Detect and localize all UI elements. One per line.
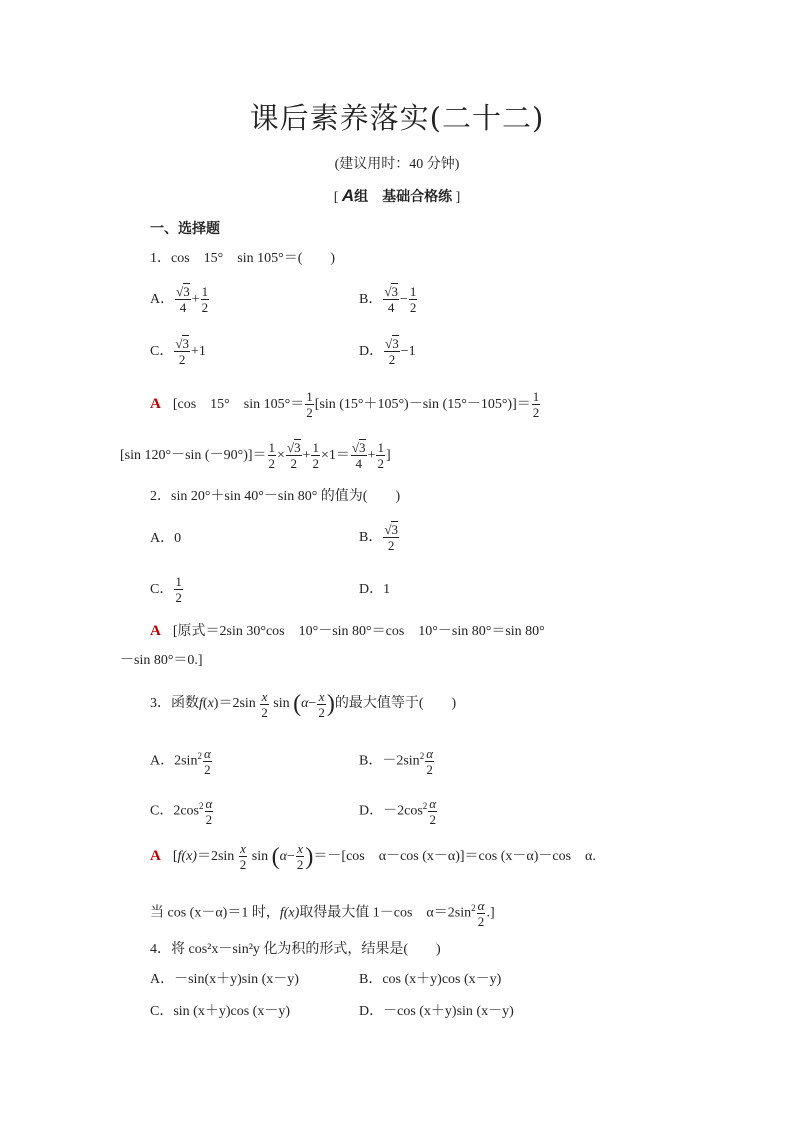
q2-option-c	[150, 571, 184, 609]
q3-solution-line1: A [f(x)＝2sin $\frac{x}{2}$ sin (α− $\frac{x}{2}$ )＝－[cos α－cos (x－α)]＝cos (x－α)－cos α.	[150, 841, 596, 873]
fraction: $\frac{\alpha}{2}$	[205, 795, 213, 827]
superscript: 2	[471, 903, 476, 913]
q3-option-d	[359, 787, 438, 831]
q1-option-d-label: D．	[359, 344, 384, 359]
fraction: $\frac{√3}{4}$	[351, 440, 366, 472]
fraction: $\frac{\alpha}{2}$	[203, 745, 211, 777]
fraction: $\frac{\alpha}{2}$	[426, 745, 434, 777]
section-heading: 一、选择题	[150, 220, 220, 236]
fraction: $\frac{1}{2}$	[268, 440, 276, 472]
fraction: $\frac{√3}{4}$	[176, 284, 190, 316]
page-title: 课后素养落实(二十二)	[249, 101, 545, 135]
superscript: 2	[422, 801, 428, 811]
q3-opt-text: A．2sin	[150, 753, 198, 769]
fraction: $\frac{x}{2}$	[318, 688, 325, 720]
superscript: 2	[419, 751, 425, 761]
q3-option-a	[150, 737, 213, 781]
q2-answer: A	[150, 623, 161, 639]
q2-stem: 2．sin 20°＋sin 40°－sin 80° 的值为( )	[150, 489, 401, 504]
q4-stem: 4．将 cos²x－sin²y 化为积的形式，结果是( )	[150, 942, 441, 957]
q3-option-c	[150, 787, 214, 831]
q2-option-d: D．1	[359, 582, 391, 597]
q3-solution-line2	[150, 889, 495, 933]
paren: )	[305, 843, 314, 870]
q4-option-a: A．－sin(x＋y)sin (x－y)	[150, 972, 299, 987]
q3-var: f	[199, 696, 203, 712]
q1-stem: 1．cos 15° sin 105°＝( )	[150, 251, 336, 266]
q3-sol-text: 取得最大值 1－cos α＝2sin	[299, 905, 472, 921]
q1-option-b-label: B．	[359, 292, 383, 307]
q3-text: )＝2sin	[213, 696, 256, 712]
q3-sol-text: 当 cos (x－α)＝1 时，	[150, 905, 280, 921]
plus-sign: +	[191, 292, 200, 307]
fraction: $\frac{x}{2}$	[239, 841, 247, 873]
fraction: $\frac{\alpha}{2}$	[429, 795, 437, 827]
group-text: 组 基础合格练	[354, 188, 453, 204]
q3-sol-text: ＝－[cos α－cos (x－α)]＝cos (x－α)－cos α.	[313, 849, 596, 864]
q3-sol-text: ＝2sin	[196, 849, 235, 864]
q3-text: sin	[273, 696, 290, 712]
q2-sol-text: [原式＝2sin 30°cos 10°－sin 80°＝cos 10°－sin 80°＝sin 80°	[172, 624, 545, 639]
q3-text: 3．函数	[150, 696, 199, 712]
q1-answer: A	[150, 396, 161, 412]
q3-opt-text: D．－2cos	[359, 803, 423, 819]
q1-solution-line2	[120, 437, 391, 475]
q1-option-b	[359, 281, 418, 319]
q1-option-c-label: C．	[150, 344, 174, 359]
q4-option-c: C．sin (x＋y)cos (x－y)	[150, 1004, 290, 1019]
fraction: $\frac{√3}{2}$	[384, 522, 398, 554]
q1-sol-text: ]	[385, 448, 391, 463]
group-bracket-right: ]	[455, 190, 461, 205]
subtitle: (建议用时：40 分钟)	[334, 157, 460, 172]
q3-sol-text: .]	[486, 905, 495, 921]
q1-sol-text: [cos 15° sin 105°＝	[172, 397, 305, 412]
fraction: $\frac{x}{2}$	[296, 841, 304, 873]
group-label	[0, 186, 794, 206]
q4-option-b: B．cos (x＋y)cos (x－y)	[359, 972, 502, 987]
fraction: $\frac{1}{2}$	[175, 574, 182, 606]
q3-text: 的最大值等于( )	[334, 696, 457, 712]
fraction: $\frac{1}{2}$	[312, 440, 319, 472]
fraction: $\frac{1}{2}$	[532, 389, 540, 421]
q2-solution-line1	[150, 621, 545, 642]
q3-opt-text: C．2cos	[150, 803, 199, 819]
q1-sol-text: [sin (15°＋105°)－sin (15°－105°)]＝	[314, 397, 531, 412]
group-bracket-left: [	[333, 190, 339, 205]
paren: (	[293, 691, 302, 717]
q1-solution-line1	[150, 385, 541, 424]
q2-option-b-label: B．	[359, 530, 383, 545]
plus-sign: +	[367, 448, 376, 463]
superscript: 2	[197, 751, 202, 761]
q1-option-a-label: A．	[150, 292, 175, 307]
q2-solution-line2: －sin 80°＝0.]	[120, 653, 203, 668]
q4-option-d: D．－cos (x＋y)sin (x－y)	[359, 1004, 514, 1019]
fraction: $\frac{1}{2}$	[409, 284, 417, 316]
fraction: $\frac{1}{2}$	[306, 389, 313, 421]
fraction: $\frac{√3}{4}$	[384, 284, 398, 316]
q1-sol-text: ×1＝	[320, 448, 350, 463]
minus-one: −1	[400, 344, 416, 359]
superscript: 2	[199, 801, 204, 811]
group-letter: A	[341, 186, 355, 205]
q1-option-a	[150, 281, 210, 319]
q1-sol-text: [sin 120°－sin (－90°)]＝	[120, 448, 267, 463]
q3-text: (	[202, 696, 208, 712]
fraction: $\frac{x}{2}$	[261, 688, 268, 720]
fraction: $\frac{\alpha}{2}$	[477, 897, 485, 929]
fraction: $\frac{√3}{2}$	[175, 336, 189, 368]
times-sign: ×	[277, 448, 285, 463]
q2-option-c-label: C．	[150, 582, 174, 597]
fraction: $\frac{1}{2}$	[377, 440, 384, 472]
q1-option-c	[150, 333, 206, 371]
q3-answer: A	[150, 848, 161, 864]
fraction: $\frac{√3}{2}$	[286, 440, 301, 472]
minus-sign: −	[399, 292, 408, 307]
q2-option-a: A．0	[150, 531, 182, 546]
q3-fx: f(x)	[177, 849, 197, 864]
plus-sign: +	[302, 448, 311, 463]
q3-sol-text: [	[172, 849, 178, 864]
alpha: α	[279, 849, 287, 864]
q3-option-b	[359, 737, 435, 781]
fraction: $\frac{1}{2}$	[201, 284, 209, 316]
q1-option-d	[359, 333, 416, 371]
paren: )	[326, 691, 335, 717]
q2-option-b	[359, 519, 400, 557]
paren: (	[271, 843, 280, 870]
alpha: α	[301, 696, 309, 712]
q3-sol-text: sin	[251, 849, 269, 864]
plus-one: +1	[190, 344, 206, 359]
q3-var: x	[207, 696, 214, 712]
q3-stem: 3．函数f(x)＝2sin $\frac{x}{2}$ sin (α− $\frac{x}{2}$ )的最大值等于( )	[150, 688, 457, 720]
q3-fx: f(x)	[279, 905, 300, 921]
fraction: $\frac{√3}{2}$	[385, 336, 399, 368]
q3-opt-text: B．－2sin	[359, 753, 420, 769]
